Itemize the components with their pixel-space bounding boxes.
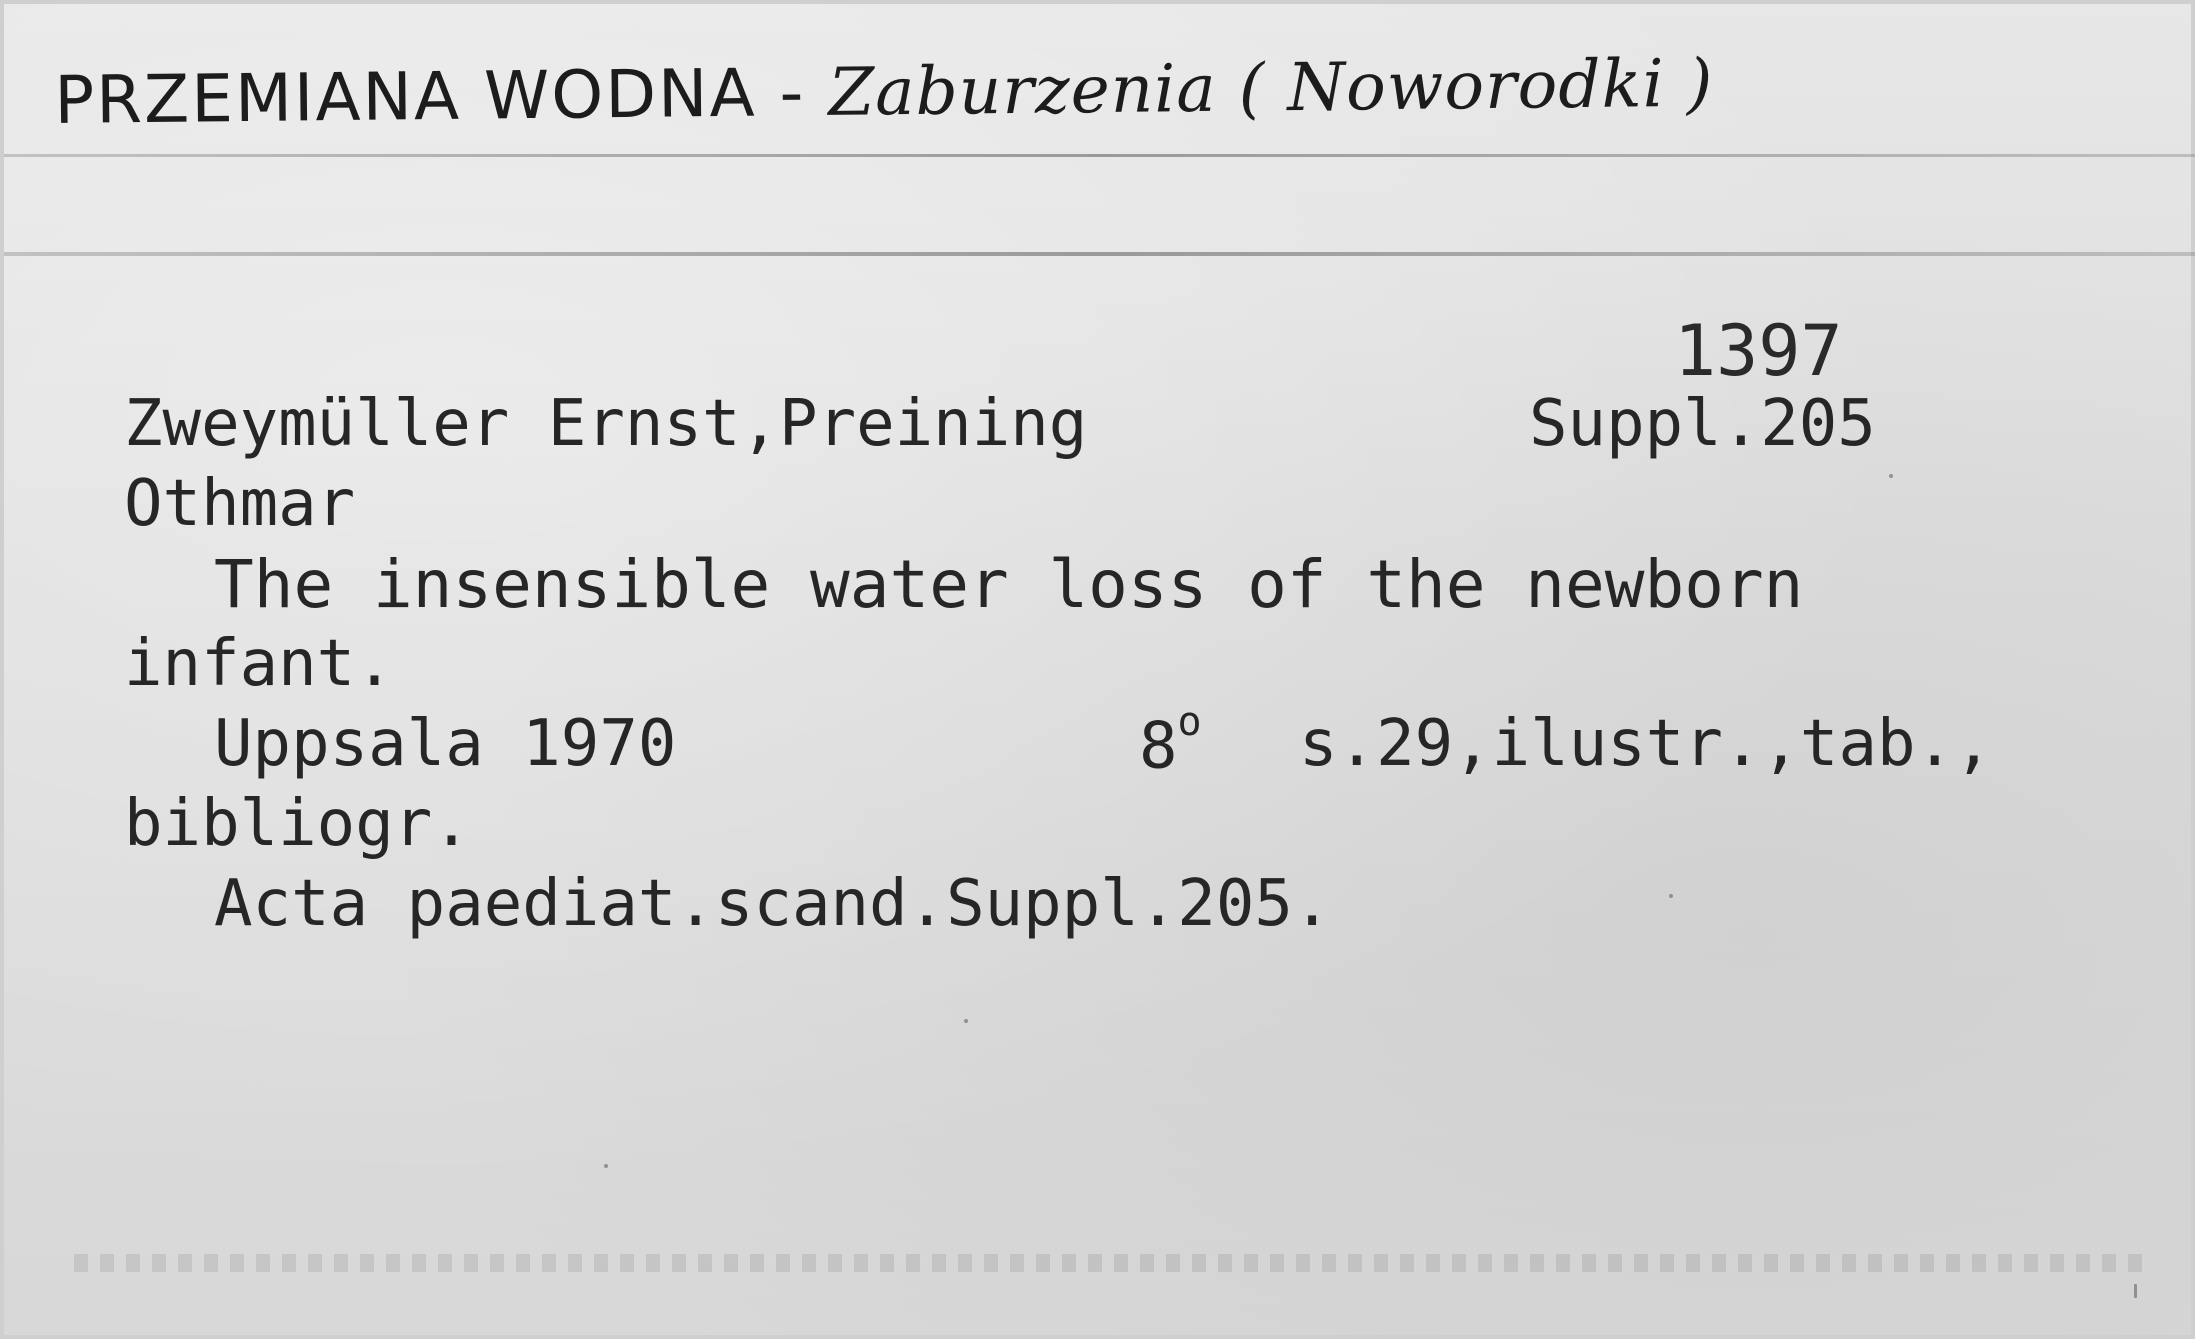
title-line-1: The insensible water loss of the newborn bbox=[214, 546, 1804, 623]
subject-heading-printed: PRZEMIANA WODNA - bbox=[54, 53, 829, 139]
call-number: 1397 bbox=[1674, 310, 1843, 392]
shelf-mark: Suppl.205 bbox=[1529, 387, 1876, 461]
paper-speck bbox=[1669, 894, 1673, 898]
subject-heading bbox=[54, 45, 1714, 139]
show-through-text bbox=[74, 1254, 2154, 1272]
title-line-2: infant. bbox=[124, 627, 394, 701]
paper-speck bbox=[604, 1164, 608, 1168]
physical-extent-continued: bibliogr. bbox=[124, 787, 471, 861]
physical-extent: s.29,ilustr.,tab., bbox=[1299, 707, 1993, 781]
author-line-2: Othmar bbox=[124, 467, 356, 541]
imprint-place-year: Uppsala 1970 bbox=[214, 707, 677, 781]
book-format-base: 8 bbox=[1139, 709, 1178, 784]
paper-speck bbox=[1889, 474, 1893, 478]
book-format bbox=[1139, 699, 1202, 784]
subject-heading-handwritten: Zaburzenia ( Noworodki ) bbox=[827, 44, 1714, 131]
paper-speck bbox=[2134, 1284, 2137, 1298]
top-ruled-line bbox=[4, 154, 2195, 157]
heading-divider-line bbox=[4, 252, 2195, 256]
book-format-sup: o bbox=[1177, 699, 1202, 745]
series-statement: Acta paediat.scand.Suppl.205. bbox=[214, 867, 1332, 941]
author-line-1: Zweymüller Ernst,Preining bbox=[124, 387, 1088, 461]
paper-speck bbox=[964, 1019, 968, 1023]
